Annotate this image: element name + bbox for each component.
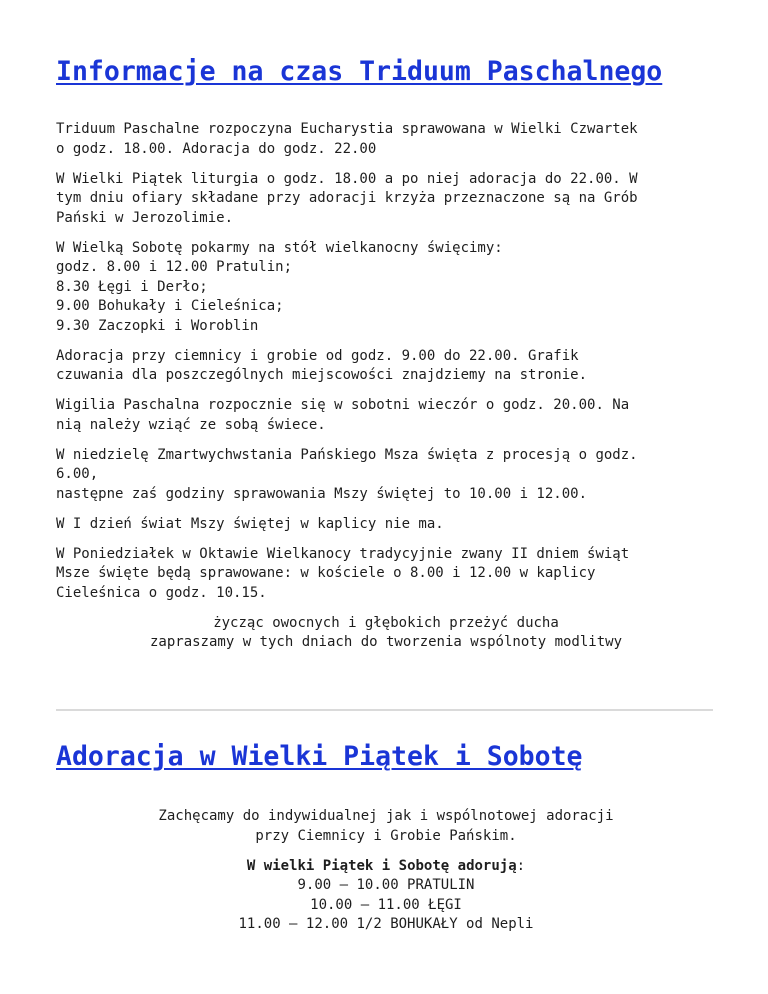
paragraph-easter-sunday: W niedzielę Zmartwychwstania Pańskiego Msza święta z procesją o godz. 6.00, następne zaś godziny sprawowania Mszy świętej to 10.00 i 12.00. (56, 446, 638, 502)
adoration-schedule (56, 857, 716, 935)
paragraph-adoration: Adoracja przy ciemnicy i grobie od godz. 9.00 do 22.00. Grafik czuwania dla poszczególnych miejscowości znajdziemy na stronie. (56, 347, 588, 383)
paragraph-thursday: Triduum Paschalne rozpoczyna Eucharystia sprawowana w Wielki Czwartek o godz. 18.00. Adoracja do godz. 22.00 (56, 121, 638, 157)
article-body (56, 120, 716, 663)
schedule-item: 11.00 – 12.00 1/2 BOHUKAŁY od Nepli (238, 916, 534, 932)
paragraph-easter-monday: W Poniedziałek w Oktawie Wielkanocy tradycyjnie zwany II dniem świąt Msze święte będą sprawowane: w kościele o 8.00 i 12.00 w kaplicy Cieleśnica o godz. 10.15. (56, 545, 630, 601)
closing-wishes: życząc owocnych i głębokich przeżyć ducha zapraszamy w tych dniach do tworzenia wspólnoty modlitwy (149, 614, 622, 650)
schedule-heading-colon: : (516, 857, 526, 874)
paragraph-chapel-note: W I dzień świat Mszy świętej w kaplicy nie ma. (56, 515, 444, 532)
paragraph-saturday-blessing: W Wielką Sobotę pokarmy na stół wielkanocny święcimy: godz. 8.00 i 12.00 Pratulin; 8.30 Łęgi i Derło; 9.00 Bohukały i Cieleśnica; 9.30 Zaczopki i Woroblin (56, 239, 503, 334)
article-body (56, 807, 716, 945)
schedule-heading: W wielki Piątek i Sobotę adorują (246, 857, 517, 874)
article-title-link[interactable]: Informacje na czas Triduum Paschalnego (56, 56, 663, 87)
adoration-intro: Zachęcamy do indywidualnej jak i wspólnotowej adoracji przy Ciemnicy i Grobie Pańskim. (158, 808, 614, 844)
article-title-link[interactable]: Adoracja w Wielki Piątek i Sobotę (56, 741, 583, 772)
paragraph-friday: W Wielki Piątek liturgia o godz. 18.00 a po niej adoracja do 22.00. W tym dniu ofiary składane przy adoracji krzyża przeznaczone są na Grób Pański w Jerozolimie. (56, 170, 638, 226)
paragraph-easter-vigil: Wigilia Paschalna rozpocznie się w sobotni wieczór o godz. 20.00. Na nią należy wziąć ze sobą świece. (56, 397, 630, 433)
schedule-item: 10.00 – 11.00 ŁĘGI (310, 896, 462, 913)
article-divider (56, 709, 713, 711)
schedule-item: 9.00 – 10.00 PRATULIN (297, 877, 475, 893)
